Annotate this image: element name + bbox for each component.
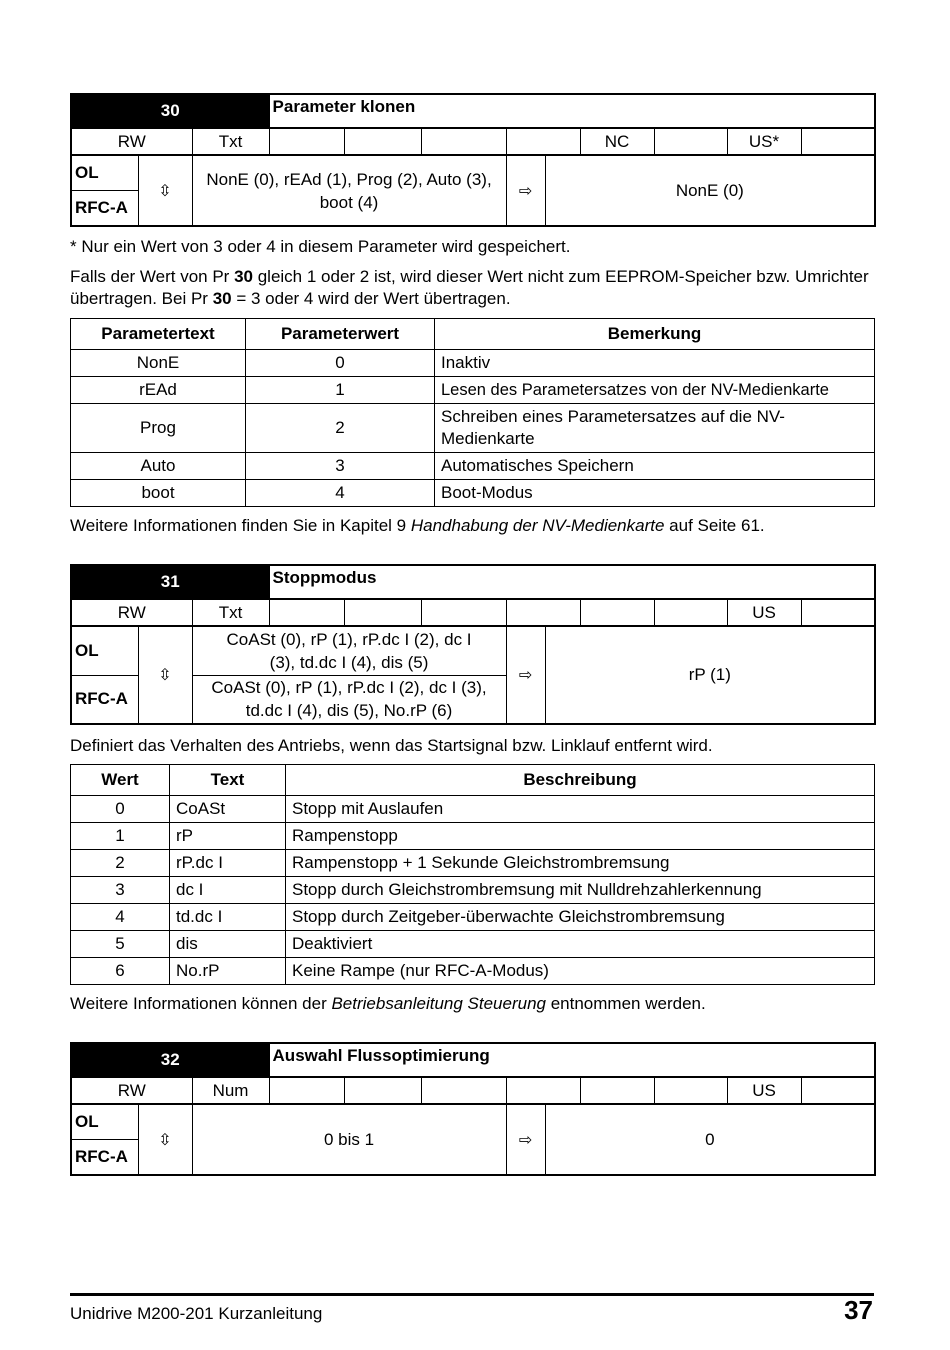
column-header: Bemerkung [435, 319, 875, 350]
attr-cell [421, 599, 506, 626]
param-name: Stoppmodus [269, 565, 875, 599]
table-row: 5 dis Deaktiviert [71, 931, 875, 958]
attr-cell [654, 599, 727, 626]
table-row: Prog 2 Schreiben eines Parametersatzes auf die NV-Medienkarte [71, 404, 875, 453]
column-header: Text [170, 765, 286, 796]
attr-cell [801, 599, 875, 626]
param-range-ol: CoASt (0), rP (1), rP.dc I (2), dc I (3), td.dc I (4), dis (5) [192, 626, 506, 675]
attr-cell [344, 599, 421, 626]
p31-info: Weitere Informationen können der Betriebsanleitung Steuerung entnommen werden. [70, 994, 706, 1013]
attr-cell: US* [727, 128, 801, 155]
column-header: Parameterwert [246, 319, 435, 350]
right-arrow-icon: ⇨ [506, 155, 545, 226]
table-row: 2 rP.dc I Rampenstopp + 1 Sekunde Gleichstrombremsung [71, 850, 875, 877]
attr-cell [269, 128, 344, 155]
attr-cell [344, 128, 421, 155]
attr-cell [654, 1077, 727, 1104]
right-arrow-icon: ⇨ [506, 626, 545, 724]
attr-cell [506, 1077, 580, 1104]
attr-cell: RW [71, 128, 192, 155]
param-default: NonE (0) [545, 155, 875, 226]
param-30-table [70, 93, 876, 227]
table-row: 6 No.rP Keine Rampe (nur RFC-A-Modus) [71, 958, 875, 985]
up-down-arrow-icon: ⇳ [138, 1104, 192, 1175]
param-number: 31 [71, 565, 269, 599]
table-row: boot 4 Boot-Modus [71, 480, 875, 507]
attr-cell [506, 128, 580, 155]
param-range-rfc: CoASt (0), rP (1), rP.dc I (2), dc I (3), td.dc I (4), dis (5), No.rP (6) [192, 675, 506, 724]
table-row: rEAd 1 Lesen des Parametersatzes von der NV-Medienkarte [71, 377, 875, 404]
attr-cell [421, 1077, 506, 1104]
attr-cell: Num [192, 1077, 269, 1104]
p30-info: Weitere Informationen finden Sie in Kapitel 9 Handhabung der NV-Medienkarte auf Seite 61. [70, 516, 765, 535]
attr-cell [506, 599, 580, 626]
attr-cell: Txt [192, 128, 269, 155]
p30-note: * Nur ein Wert von 3 oder 4 in diesem Parameter wird gespeichert. [70, 237, 571, 256]
mode-rfc-label: RFC-A [71, 190, 138, 226]
attr-cell [580, 1077, 654, 1104]
table-row: 1 rP Rampenstopp [71, 823, 875, 850]
table-row: 3 dc I Stopp durch Gleichstrombremsung mit Nulldrehzahlerkennung [71, 877, 875, 904]
column-header: Beschreibung [286, 765, 875, 796]
column-header: Parametertext [71, 319, 246, 350]
p30-description: Falls der Wert von Pr 30 gleich 1 oder 2 ist, wird dieser Wert nicht zum EEPROM-Speicher bzw. Umrichter übertragen. Bei Pr 30 = 3 oder 4 wird der Wert übertragen. [70, 267, 869, 308]
param-31-values-table [70, 764, 875, 985]
up-down-arrow-icon: ⇳ [138, 155, 192, 226]
attr-cell [801, 128, 875, 155]
param-32-table [70, 1042, 876, 1176]
table-row: NonE 0 Inaktiv [71, 350, 875, 377]
mode-ol-label: OL [71, 1104, 138, 1139]
param-number: 32 [71, 1043, 269, 1077]
mode-rfc-label: RFC-A [71, 675, 138, 724]
attr-cell: US [727, 599, 801, 626]
param-range: 0 bis 1 [192, 1104, 506, 1175]
param-30-values-table [70, 318, 875, 507]
attr-cell [801, 1077, 875, 1104]
attr-cell: Txt [192, 599, 269, 626]
param-name: Parameter klonen [269, 94, 875, 128]
table-row: Auto 3 Automatisches Speichern [71, 453, 875, 480]
param-default: 0 [545, 1104, 875, 1175]
attr-cell [269, 1077, 344, 1104]
right-arrow-icon: ⇨ [506, 1104, 545, 1175]
attr-cell [344, 1077, 421, 1104]
attr-cell [421, 128, 506, 155]
up-down-arrow-icon: ⇳ [138, 626, 192, 724]
param-number: 30 [71, 94, 269, 128]
param-31-table [70, 564, 876, 725]
p31-description: Definiert das Verhalten des Antriebs, wenn das Startsignal bzw. Linklauf entfernt wird. [70, 736, 713, 755]
footer-divider [70, 1293, 874, 1296]
table-row: 0 CoASt Stopp mit Auslaufen [71, 796, 875, 823]
footer-title: Unidrive M200-201 Kurzanleitung [70, 1304, 323, 1323]
param-range: NonE (0), rEAd (1), Prog (2), Auto (3), boot (4) [192, 155, 506, 226]
mode-rfc-label: RFC-A [71, 1139, 138, 1175]
column-header: Wert [71, 765, 170, 796]
attr-cell [269, 599, 344, 626]
attr-cell: RW [71, 1077, 192, 1104]
attr-cell [654, 128, 727, 155]
table-row: 4 td.dc I Stopp durch Zeitgeber-überwachte Gleichstrombremsung [71, 904, 875, 931]
page-number: 37 [844, 1295, 873, 1325]
mode-ol-label: OL [71, 155, 138, 190]
mode-ol-label: OL [71, 626, 138, 675]
attr-cell: NC [580, 128, 654, 155]
attr-cell: RW [71, 599, 192, 626]
param-default: rP (1) [545, 626, 875, 724]
param-name: Auswahl Flussoptimierung [269, 1043, 875, 1077]
attr-cell: US [727, 1077, 801, 1104]
attr-cell [580, 599, 654, 626]
